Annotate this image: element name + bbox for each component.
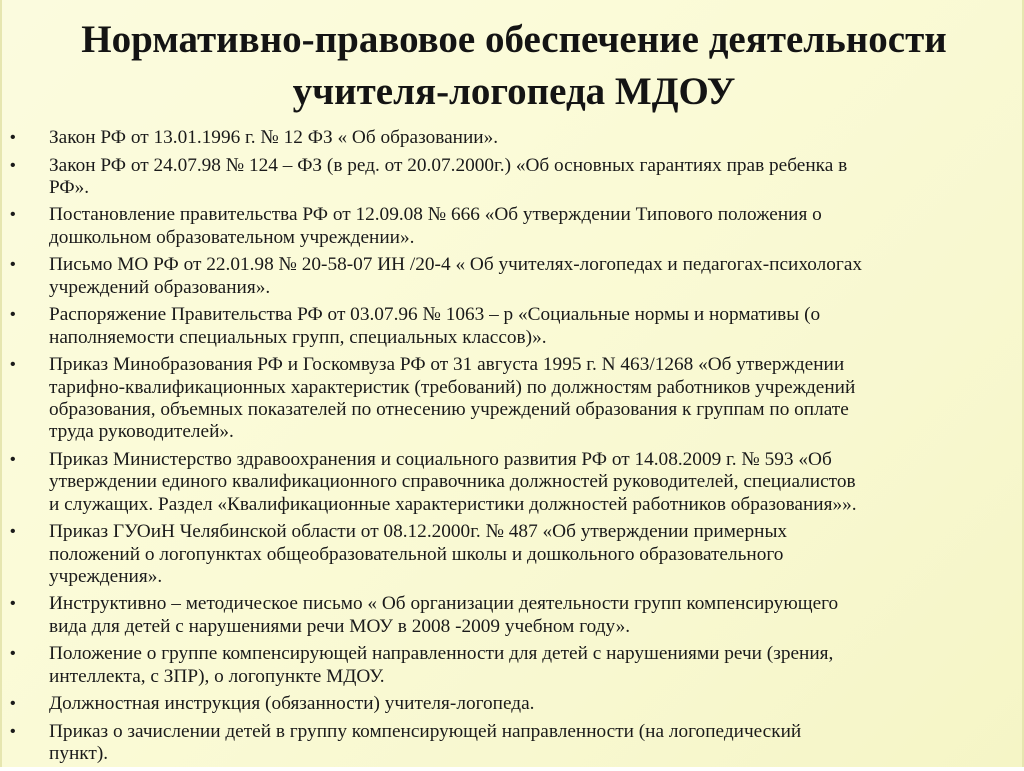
- list-item-text-line: Приказ Министерство здравоохранения и социального развития РФ от 14.08.2009 г. № 593 «Об: [49, 448, 832, 470]
- list-item-text-line: интеллекта, с ЗПР), о логопункте МДОУ.: [49, 665, 385, 687]
- list-item-text-line: и служащих. Раздел «Квалификационные характеристики должностей работников образования»».: [49, 493, 857, 515]
- list-item-text-line: Распоряжение Правительства РФ от 03.07.96 № 1063 – р «Социальные нормы и нормативы (о: [49, 304, 821, 326]
- list-item: [2, 593, 1024, 638]
- list-item-text-line: тарифно-квалификационных характеристик (требований) по должностям работников учреждений: [49, 376, 856, 398]
- list-item: [2, 204, 1024, 249]
- list-item-text-line: Приказ о зачислении детей в группу компенсирующей направленности (на логопедический: [49, 720, 802, 742]
- list-item: [2, 127, 1024, 149]
- list-item: [2, 721, 1024, 766]
- list-item-text-line: РФ».: [49, 176, 90, 198]
- slide-title-line-1: Нормативно-правовое обеспечение деятельности: [81, 18, 947, 61]
- list-item-text-line: труда руководителей».: [49, 421, 234, 443]
- list-item: [2, 643, 1024, 688]
- bullet-icon: •: [10, 256, 16, 274]
- slide-title: [2, 14, 1024, 118]
- regulations-list: [2, 127, 1024, 771]
- bullet-icon: •: [10, 722, 16, 740]
- list-item-text-line: дошкольном образовательном учреждении».: [49, 226, 415, 248]
- list-item: [2, 254, 1024, 299]
- bullet-icon: •: [10, 206, 16, 224]
- list-item-text-line: Письмо МО РФ от 22.01.98 № 20-58-07 ИН /20-4 « Об учителях-логопедах и педагогах-психологах: [49, 254, 863, 276]
- list-item: [2, 449, 1024, 516]
- list-item-text-line: учреждения».: [49, 565, 163, 587]
- list-item: [2, 304, 1024, 349]
- list-item-text-line: Должностная инструкция (обязанности) учителя-логопеда.: [49, 693, 535, 715]
- bullet-icon: •: [10, 695, 16, 713]
- list-item-text-line: Положение о группе компенсирующей направленности для детей с нарушениями речи (зрения,: [49, 643, 834, 665]
- list-item-text-line: учреждений образования».: [49, 276, 271, 298]
- slide-title-line-2: учителя-логопеда МДОУ: [292, 70, 736, 113]
- list-item: [2, 693, 1024, 715]
- bullet-icon: •: [10, 129, 16, 146]
- list-item-text-line: наполняемости специальных групп, специальных классов)».: [49, 326, 547, 348]
- list-item-text-line: положений о логопунктах общеобразовательной школы и дошкольного образовательного: [49, 543, 784, 565]
- bullet-icon: •: [10, 595, 16, 613]
- list-item-text-line: Закон РФ от 24.07.98 № 124 – ФЗ (в ред. от 20.07.2000г.) «Об основных гарантиях прав ребенка в: [49, 154, 848, 176]
- list-item-text-line: Закон РФ от 13.01.1996 г. № 12 ФЗ « Об образовании».: [49, 127, 499, 148]
- bullet-icon: •: [10, 356, 16, 374]
- bullet-icon: •: [10, 645, 16, 663]
- list-item-text-line: Приказ Минобразования РФ и Госкомвуза РФ от 31 августа 1995 г. N 463/1268 «Об утверждении: [49, 354, 845, 376]
- list-item-text-line: пункт).: [49, 743, 109, 765]
- list-item: [2, 155, 1024, 200]
- list-item-text-line: Инструктивно – методическое письмо « Об организации деятельности групп компенсирующего: [49, 593, 839, 615]
- bullet-icon: •: [10, 306, 16, 324]
- bullet-icon: •: [10, 523, 16, 541]
- list-item-text-line: вида для детей с нарушениями речи МОУ в 2008 -2009 учебном году».: [49, 615, 631, 637]
- bullet-icon: •: [10, 156, 16, 174]
- list-item: [2, 354, 1024, 444]
- list-item-text-line: утверждении единого квалификационного справочника должностей руководителей, специалистов: [49, 471, 856, 493]
- list-item-text-line: Постановление правительства РФ от 12.09.08 № 666 «Об утверждении Типового положения о: [49, 204, 822, 226]
- bullet-icon: •: [10, 450, 16, 468]
- list-item-text-line: образования, объемных показателей по отнесению учреждений образования к группам по оплате: [49, 398, 849, 420]
- list-item: [2, 521, 1024, 588]
- list-item-text-line: Приказ ГУОиН Челябинской области от 08.12.2000г. № 487 «Об утверждении примерных: [49, 521, 788, 543]
